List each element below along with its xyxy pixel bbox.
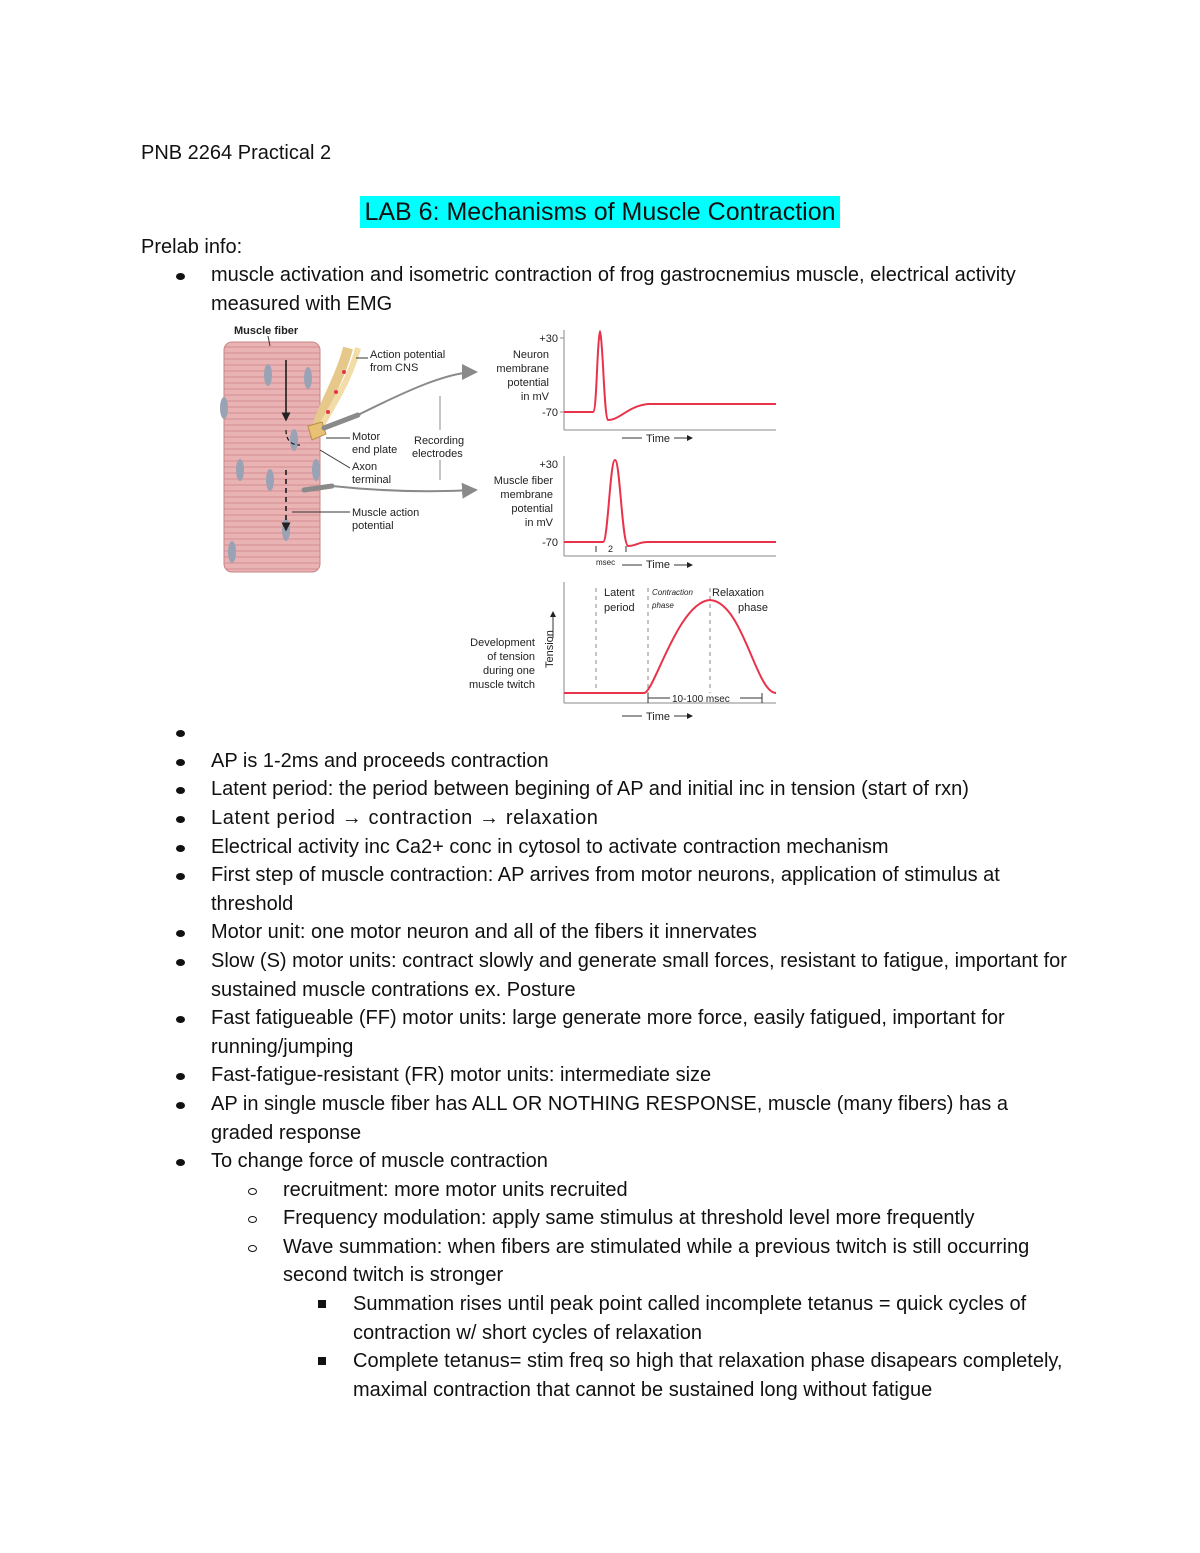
bullet-disc-icon bbox=[176, 947, 185, 976]
tick-plus30: +30 bbox=[539, 333, 558, 345]
bullet-circle-icon bbox=[248, 1204, 257, 1233]
lab-heading-text: LAB 6: Mechanisms of Muscle Contraction bbox=[360, 196, 839, 228]
svg-text:during one: during one bbox=[483, 665, 535, 677]
bullet-circle-icon bbox=[248, 1176, 257, 1205]
svg-text:from CNS: from CNS bbox=[370, 362, 419, 374]
svg-text:period: period bbox=[604, 602, 635, 614]
time-axis-label: Time bbox=[646, 711, 671, 723]
bullet-disc-icon bbox=[176, 1147, 185, 1176]
svg-text:Muscle action: Muscle action bbox=[352, 507, 420, 519]
svg-text:Latent: Latent bbox=[604, 587, 635, 599]
svg-text:Neuron: Neuron bbox=[512, 349, 549, 361]
list-item: Motor unit: one motor neuron and all of the fibers it innervates bbox=[0, 918, 1071, 947]
muscle-fiber-label: Muscle fiber bbox=[234, 325, 299, 337]
list-item: To change force of muscle contraction bbox=[0, 1147, 1071, 1176]
document-title: PNB 2264 Practical 2 bbox=[141, 142, 332, 164]
tick-plus30: +30 bbox=[539, 459, 558, 471]
list-item: Electrical activity inc Ca2+ conc in cytosol to activate contraction mechanism bbox=[0, 833, 1071, 862]
msec-label: msec bbox=[596, 558, 616, 567]
list-item: AP in single muscle fiber has ALL OR NOTHING RESPONSE, muscle (many fibers) has a graded response bbox=[0, 1090, 1071, 1147]
time-axis-label: Time bbox=[646, 559, 671, 571]
prelab-label: Prelab info: bbox=[141, 236, 243, 258]
list-item: Fast-fatigue-resistant (FR) motor units: intermediate size bbox=[0, 1061, 1071, 1090]
list-item: Fast fatigueable (FF) motor units: large generate more force, easily fatigued, important for running/jumping bbox=[0, 1004, 1071, 1061]
two-label: 2 bbox=[608, 544, 614, 554]
svg-text:Motor: Motor bbox=[352, 431, 381, 443]
sub-list-item: recruitment: more motor units recruited bbox=[0, 1176, 1073, 1205]
svg-text:terminal: terminal bbox=[352, 474, 392, 486]
sub-sub-list-item: Complete tetanus= stim freq so high that relaxation phase disapears completely, maximal contraction that cannot be sustained long without fatigue bbox=[0, 1347, 1073, 1404]
neuron-potential-graph bbox=[496, 330, 776, 445]
bullet-circle-icon bbox=[248, 1233, 257, 1262]
bullet-disc-icon bbox=[176, 1090, 185, 1119]
svg-text:in mV: in mV bbox=[524, 517, 553, 529]
svg-text:Development: Development bbox=[470, 637, 535, 649]
svg-text:in mV: in mV bbox=[520, 391, 549, 403]
bullet-disc-icon bbox=[176, 833, 185, 862]
svg-text:Relaxation: Relaxation bbox=[712, 587, 764, 599]
svg-text:Recording: Recording bbox=[414, 435, 465, 447]
duration-label: 10-100 msec bbox=[672, 694, 730, 705]
bullet-disc-icon bbox=[176, 261, 185, 290]
svg-text:potential: potential bbox=[352, 520, 394, 532]
tick-minus70: -70 bbox=[542, 537, 558, 549]
fiber-potential-graph bbox=[494, 456, 776, 571]
svg-text:muscle twitch: muscle twitch bbox=[468, 679, 535, 691]
sub-list-item: Wave summation: when fibers are stimulated while a previous twitch is still occurring second twitch is stronger bbox=[0, 1233, 1073, 1290]
time-axis-label: Time bbox=[646, 433, 671, 445]
list-item: First step of muscle contraction: AP arrives from motor neurons, application of stimulus at threshold bbox=[0, 861, 1071, 918]
list-item: AP is 1-2ms and proceeds contraction bbox=[0, 747, 1071, 776]
bullet-disc-icon bbox=[176, 861, 185, 890]
lab-heading bbox=[0, 198, 1200, 227]
bullet-disc-icon bbox=[176, 1061, 185, 1090]
muscle-contraction-figure bbox=[208, 320, 788, 725]
bullet-disc-icon bbox=[176, 747, 185, 776]
svg-text:Axon: Axon bbox=[352, 461, 378, 473]
bullet-square-icon bbox=[318, 1290, 326, 1319]
svg-text:membrane: membrane bbox=[496, 363, 549, 375]
list-item: Latent period → contraction → relaxation bbox=[0, 804, 1071, 833]
bullet-disc-icon bbox=[176, 918, 185, 947]
svg-text:Muscle fiber: Muscle fiber bbox=[493, 475, 553, 487]
svg-text:membrane: membrane bbox=[500, 489, 553, 501]
svg-text:potential: potential bbox=[511, 503, 553, 515]
list-item: muscle activation and isometric contraction of frog gastrocnemius muscle, electrical activity measured with EMG bbox=[0, 261, 1071, 318]
tick-minus70: -70 bbox=[542, 407, 558, 419]
sub-sub-list-item: Summation rises until peak point called incomplete tetanus = quick cycles of contraction w/ short cycles of relaxation bbox=[0, 1290, 1073, 1347]
svg-text:Contraction: Contraction bbox=[652, 588, 693, 597]
list-item: Latent period: the period between begining of AP and initial inc in tension (start of rxn) bbox=[0, 775, 1071, 804]
svg-text:phase: phase bbox=[652, 601, 674, 610]
bullet-disc-icon bbox=[176, 804, 185, 833]
svg-text:of tension: of tension bbox=[487, 651, 535, 663]
bullet-disc-icon bbox=[176, 1004, 185, 1033]
tension-axis-label: Tension bbox=[544, 630, 556, 668]
sub-list-item: Frequency modulation: apply same stimulus at threshold level more frequently bbox=[0, 1204, 1073, 1233]
list-item: Slow (S) motor units: contract slowly and generate small forces, resistant to fatigue, important for sustained muscle contrations ex. Posture bbox=[0, 947, 1071, 1004]
bullet-disc-icon bbox=[176, 718, 185, 747]
svg-text:phase: phase bbox=[738, 602, 768, 614]
muscle-fiber-drawing bbox=[220, 342, 358, 572]
bullet-square-icon bbox=[318, 1347, 326, 1376]
svg-text:potential: potential bbox=[507, 377, 549, 389]
bullet-disc-icon bbox=[176, 775, 185, 804]
svg-text:electrodes: electrodes bbox=[412, 448, 463, 460]
svg-text:Action potential: Action potential bbox=[370, 349, 446, 361]
svg-text:end plate: end plate bbox=[352, 444, 398, 456]
tension-graph bbox=[469, 582, 776, 723]
